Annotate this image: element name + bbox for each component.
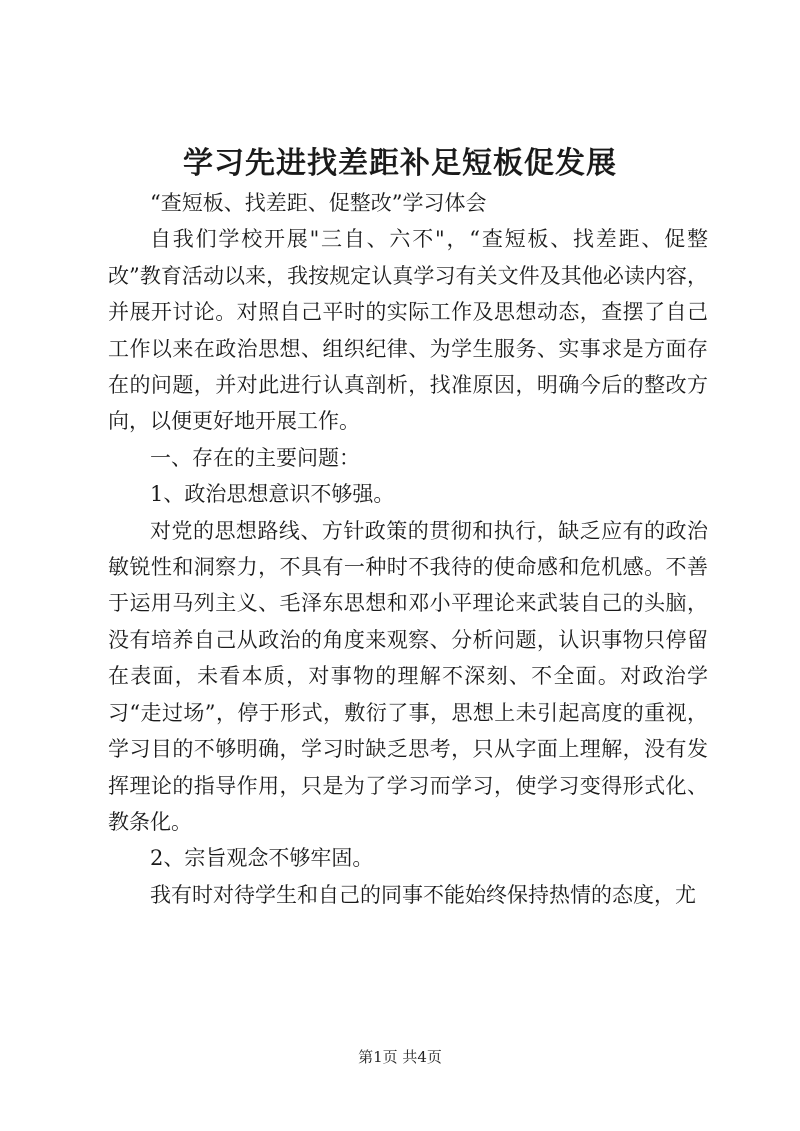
document-body — [108, 185, 708, 913]
document-title: 学习先进找差距补足短板促发展 — [183, 146, 617, 181]
paragraph-1: 对党的思想路线、方针政策的贯彻和执行，缺乏应有的政治敏锐性和洞察力，不具有一种时不我待的使命感和危机感。不善于运用马列主义、毛泽东思想和邓小平理论来武装自己的头脑，没有培养自己从政治的角度来观察、分析问题，认识事物只停留在表面，未看本质，对事物的理解不深刻、不全面。对政治学习“走过场”，停于形式，敷衍了事，思想上未引起高度的重视，学习目的不够明确，学习时缺乏思考，只从字面上理解，没有发挥理论的指导作用，只是为了学习而学习，使学习变得形式化、教条化。 — [108, 518, 708, 834]
subheading-2: 2、宗旨观念不够牢固。 — [150, 846, 374, 871]
paragraph-intro: 自我们学校开展"三自、六不"，“查短板、找差距、促整改”教育活动以来，我按规定认真学习有关文件及其他必读内容，并展开讨论。对照自己平时的实际工作及思想动态，查摆了自己工作以来在政治思想、组织纪律、为学生服务、实事求是方面存在的问题，并对此进行认真剖析，找准原因，明确今后的整改方向，以便更好地开展工作。 — [108, 227, 708, 434]
section-heading: 一、存在的主要问题： — [150, 445, 360, 470]
subheading-1: 1、政治思想意识不够强。 — [150, 482, 395, 507]
paragraph-subtitle: “查短板、找差距、促整改”学习体会 — [150, 191, 487, 215]
paragraph-2: 我有时对待学生和自己的同事不能始终保持热情的态度，尤 — [150, 882, 696, 907]
page-footer: 第1页 共4页 — [358, 1048, 442, 1066]
